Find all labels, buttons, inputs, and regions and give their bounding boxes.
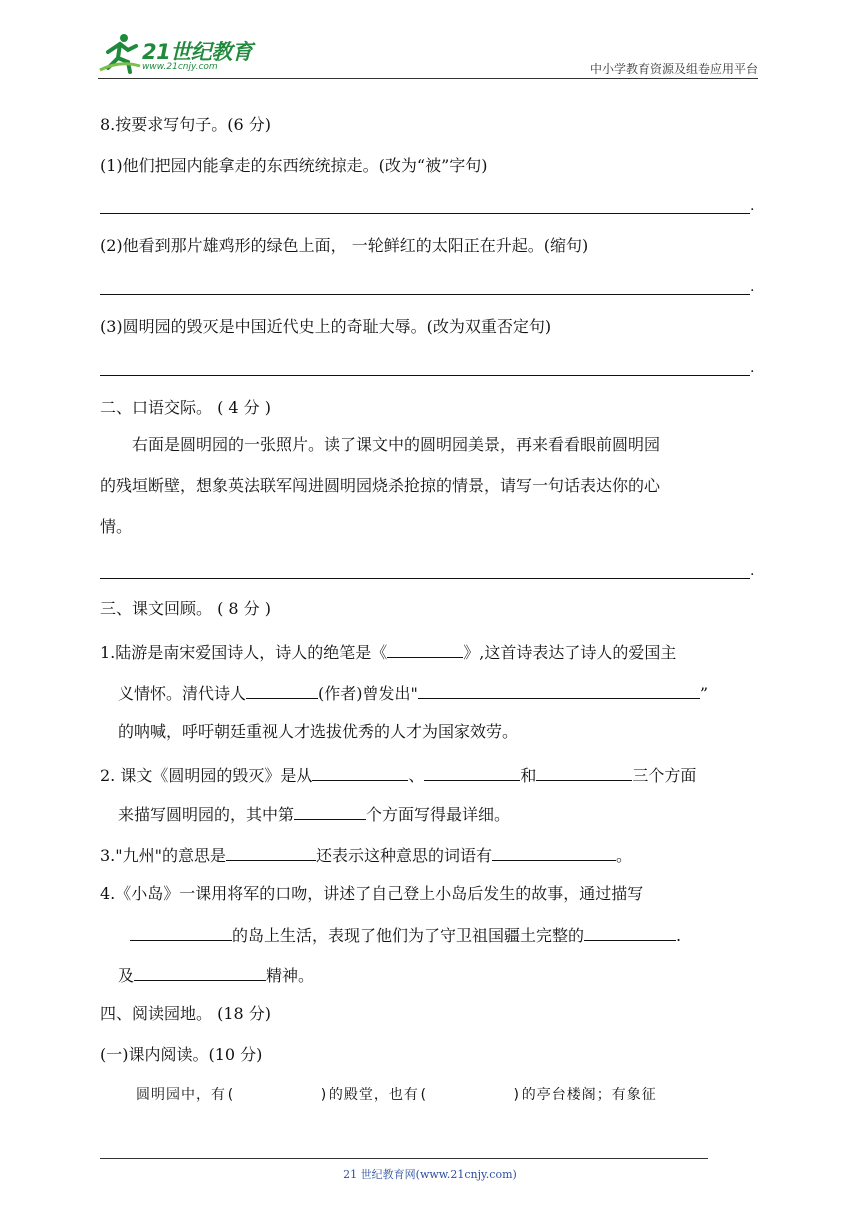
s3-q4-text-e: 精神。 [266,966,315,985]
section-2-para-line-3: 情。 [100,517,133,536]
s3-q2-text-d: 三个方面 [632,766,697,785]
runner-logo-icon [98,30,142,74]
answer-line-3[interactable] [100,374,750,376]
section-2-para-line-2: 的残垣断壁，想象英法联军闯进圆明园烧杀抢掠的情景，请写一句话表达你的心 [100,476,661,495]
blank-synonyms[interactable] [492,842,616,861]
s3-q2-text-e: 来描写圆明园的，其中第 [118,805,295,824]
q8-sentence-3: (3)圆明园的毁灭是中国近代史上的奇耻大辱。(改为双重否定句) [100,317,552,336]
s3-q4-line-2 [130,922,681,947]
answer-line-2-dot: . [750,279,755,295]
blank-aspect-3[interactable] [536,762,632,781]
s3-q2-text-a: 2. 课文《圆明园的毁灭》是从 [100,766,313,785]
blank-jiuzhou-meaning[interactable] [226,842,316,861]
blank-island-life[interactable] [130,922,232,941]
header-platform-text: 中小学教育资源及组卷应用平台 [589,62,758,76]
reading-passage-line [136,1084,657,1106]
s3-q4-line-3 [118,962,314,987]
answer-line-2[interactable] [100,293,750,295]
footer-text: 21 世纪教育网(www.21cnjy.com) [343,1168,517,1181]
footer-divider [100,1158,708,1159]
logo-url: www.21cnjy.com [142,62,218,72]
s3-q4-text-d: 及 [118,966,135,985]
q8-sentence-1: (1)他们把园内能拿走的东西统统掠走。(改为“被”字句) [100,156,488,175]
section-4-subtitle: (一)课内阅读。(10 分) [100,1045,263,1064]
s3-q2-text-f: 个方面写得最详细。 [366,805,511,824]
s3-q2-line-1 [100,762,696,787]
blank-poem-title[interactable] [387,639,463,658]
blank-spirit-2[interactable] [134,962,266,981]
blank-spirit-1[interactable] [584,922,676,941]
answer-line-3-dot: . [750,360,755,376]
blank-aspect-1[interactable] [312,762,408,781]
s3-q4-line-1: 4.《小岛》一课用将军的口吻，讲述了自己登上小岛后发生的故事，通过描写 [100,884,644,903]
s3-q2-text-c: 和 [520,766,537,785]
section-4-title: 四、阅读园地。 (18 分) [100,1004,272,1023]
s3-q1-text-a: 1.陆游是南宋爱国诗人，诗人的绝笔是《 [100,643,388,662]
passage-text-b: )的殿堂，也有( [319,1087,429,1103]
s3-q2-text-b: 、 [408,766,425,785]
q8-title: 8.按要求写句子。(6 分) [100,115,272,134]
s3-q3-text-a: 3."九州"的意思是 [100,846,226,865]
s3-q3-text-c: 。 [616,846,633,865]
header-divider [98,78,758,79]
s3-q1-line-3: 的呐喊，呼吁朝廷重视人才选拔优秀的人才为国家效劳。 [118,722,519,741]
section-3-title: 三、课文回顾。 ( 8 分 ) [100,599,272,618]
s3-q1-text-b: 》,这首诗表达了诗人的爱国主 [463,643,677,662]
s3-q1-line-1 [100,639,676,664]
s3-q1-text-e: ” [699,684,709,703]
section-2-title: 二、口语交际。 ( 4 分 ) [100,398,272,417]
blank-poet[interactable] [246,680,318,699]
section-2-para-line-1: 右面是圆明园的一张照片。读了课文中的圆明园美景，再来看看眼前圆明园 [132,435,661,454]
s3-q3-line [100,842,632,867]
answer-line-4[interactable] [100,577,750,579]
answer-line-1-dot: . [750,198,755,214]
logo-text: 21世纪教育 [142,40,253,64]
s3-q4-text-c: . [676,926,682,945]
s3-q4-text-b: 的岛上生活，表现了他们为了守卫祖国疆土完整的 [232,926,585,945]
s3-q3-text-b: 还表示这种意思的词语有 [316,846,493,865]
page-header [98,30,758,78]
passage-text-c: )的亭台楼阁；有象征 [512,1087,657,1103]
s3-q1-text-d: (作者)曾发出" [318,684,418,703]
blank-aspect-2[interactable] [424,762,520,781]
s3-q2-line-2 [118,801,510,826]
passage-text-a: 圆明园中，有( [136,1087,236,1103]
answer-line-1[interactable] [100,212,750,214]
blank-quote[interactable] [418,680,700,699]
q8-sentence-2: (2)他看到那片雄鸡形的绿色上面， 一轮鲜红的太阳正在升起。(缩句) [100,236,589,255]
answer-line-4-dot: . [750,563,755,579]
s3-q1-line-2 [118,680,708,705]
blank-aspect-number[interactable] [294,801,366,820]
logo [98,30,268,78]
s3-q1-text-c: 义情怀。清代诗人 [118,684,247,703]
